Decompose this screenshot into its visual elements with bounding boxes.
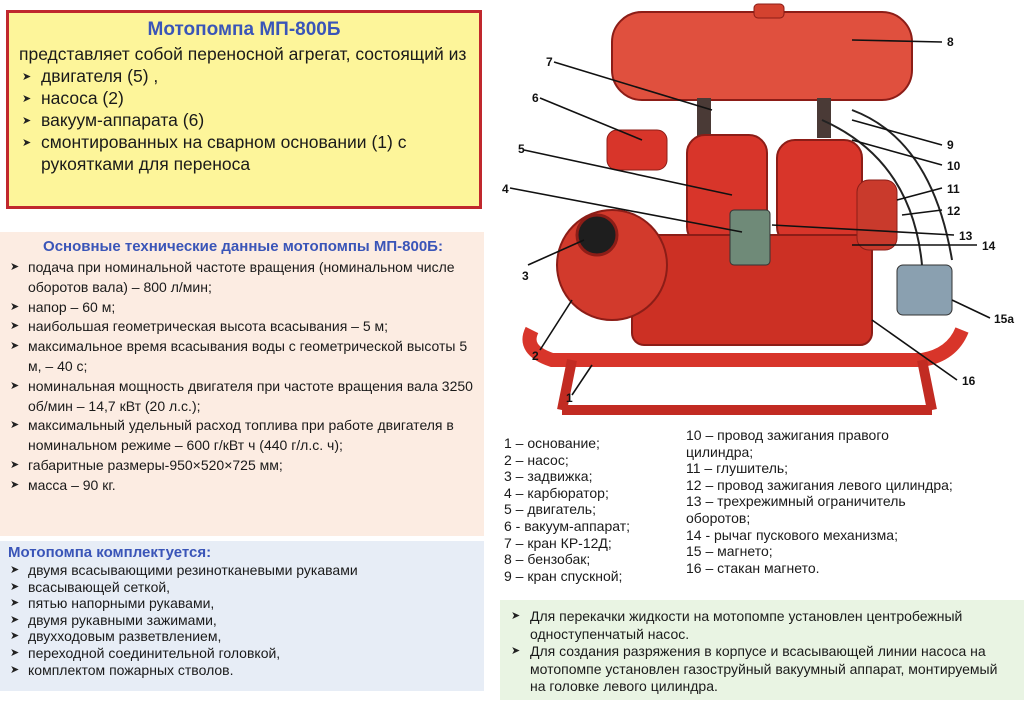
callout-label: 12 [947, 204, 961, 218]
note-item: ➤ Для перекачки жидкости на мотопомпе установлен центробежный одноступенчатый насос. [511, 608, 963, 642]
callout-label: 7 [546, 55, 553, 69]
notes-list [508, 608, 1016, 696]
callout-label: 5 [518, 142, 525, 156]
bullet-arrow-icon: ➤ [22, 137, 32, 149]
bullet-arrow-icon: ➤ [10, 300, 20, 313]
note-item: ➤ Для создания разряжения в корпусе и всасывающей линии насоса на мотопомпе установлен газоструйный вакуумный аппарат, монтируемый на головке левого цилиндра. [511, 643, 998, 694]
parts-legend [496, 425, 1024, 595]
bullet-arrow-icon: ➤ [22, 115, 32, 127]
kit-box [0, 541, 484, 691]
bullet-arrow-icon: ➤ [22, 93, 32, 105]
legend-item: 3 – задвижка; [504, 468, 593, 485]
legend-item: 1 – основание; [504, 435, 600, 451]
legend-item: 4 – карбюратор; [504, 484, 609, 501]
legend-column-left [504, 435, 674, 584]
callout-label: 16 [962, 374, 976, 388]
legend-item: 16 – стакан магнето. [686, 559, 820, 576]
legend-item: 9 – кран спускной; [504, 567, 623, 584]
bullet-arrow-icon: ➤ [22, 71, 32, 83]
intro-item: ➤ двигателя (5) , [22, 66, 159, 86]
magneto [897, 265, 952, 315]
legend-item: оборотов; [686, 509, 751, 526]
kit-list [8, 562, 478, 678]
bullet-arrow-icon: ➤ [10, 458, 20, 471]
tank-post [817, 98, 831, 138]
bullet-arrow-icon: ➤ [10, 320, 20, 333]
bullet-arrow-icon: ➤ [10, 597, 20, 610]
bullet-arrow-icon: ➤ [10, 340, 20, 353]
bullet-arrow-icon: ➤ [10, 261, 20, 273]
intro-box [6, 10, 482, 209]
legend-item: 5 – двигатель; [504, 501, 596, 518]
callout-label: 8 [947, 35, 954, 49]
bullet-arrow-icon: ➤ [10, 564, 20, 576]
callout-label: 1 [566, 391, 573, 405]
spec-item: ➤ масса – 90 кг. [8, 476, 478, 496]
callout-label: 10 [947, 159, 961, 173]
kit-item: ➤ переходной соединительной головкой, [10, 644, 281, 661]
kit-title: Мотопомпа комплектуется: [8, 544, 212, 561]
bullet-arrow-icon: ➤ [10, 478, 20, 491]
legend-item: 14 - рычаг пускового механизма; [686, 526, 898, 543]
intro-item: ➤ насоса (2) [22, 88, 124, 108]
fuel-cap [754, 4, 784, 18]
legend-item: 10 – провод зажигания правого [686, 427, 889, 443]
bullet-arrow-icon: ➤ [10, 379, 20, 392]
specs-list [8, 258, 478, 496]
callout-label: 11 [947, 182, 960, 196]
kit-item: ➤ двумя рукавными зажимами, [10, 611, 217, 628]
specs-title: Основные технические данные мотопомпы МП-800Б: [43, 238, 443, 255]
intro-item: ➤ смонтированных на сварном основании (1) с рукоятками для переноса [22, 132, 407, 174]
callout-label: 9 [947, 138, 954, 152]
fuel-tank [612, 12, 912, 100]
bullet-arrow-icon: ➤ [10, 630, 20, 643]
callout-label: 14 [982, 239, 996, 253]
spec-item: ➤ напор – 60 м; [8, 298, 478, 318]
legend-item: 15 – магнето; [686, 543, 773, 560]
intro-text: представляет собой переносной агрегат, состоящий из [19, 44, 467, 64]
pump-inlet [577, 215, 617, 255]
legend-item: 6 - вакуум-аппарат; [504, 517, 631, 534]
spec-item: ➤ максимальное время всасывания воды с геометрической высоты 5 м, – 40 с; [10, 338, 468, 374]
legend-item: 13 – трехрежимный ограничитель [686, 493, 906, 510]
kit-item: ➤ двумя всасывающими резинотканевыми рукавами [10, 562, 358, 578]
legend-item: 11 – глушитель; [686, 460, 789, 477]
legend-item: 12 – провод зажигания левого цилиндра; [686, 476, 953, 493]
kit-item: ➤ пятью напорными рукавами, [10, 595, 215, 612]
kit-item: ➤ комплектом пожарных стволов. [10, 661, 234, 678]
intro-list [19, 65, 469, 175]
callout-label: 2 [532, 349, 539, 363]
tank-post [697, 98, 711, 138]
base-frame-lower [562, 360, 932, 410]
legend-item: 8 – бензобак; [504, 551, 591, 568]
muffler [857, 180, 897, 250]
spec-item: ➤ номинальная мощность двигателя при частоте вращения вала 3250 об/мин – 14,7 кВт (20 л.с.); [10, 377, 473, 414]
spec-item: ➤ максимальный удельный расход топлива при работе двигателя в номинальном режиме – 600 г/кВт ч (440 г/л.с. ч); [10, 417, 454, 454]
spec-item: ➤ габаритные размеры-950×520×725 мм; [8, 456, 478, 476]
intro-title: Мотопомпа МП-800Б [147, 19, 341, 40]
callout-label: 6 [532, 91, 539, 105]
bullet-arrow-icon: ➤ [511, 610, 521, 622]
legend-item: цилиндра; [686, 443, 754, 460]
notes-box [500, 600, 1024, 700]
callout-label: 4 [502, 182, 509, 196]
bullet-arrow-icon: ➤ [10, 580, 20, 593]
bullet-arrow-icon: ➤ [10, 646, 20, 659]
spec-item: ➤ подача при номинальной частоте вращения (номинальном числе оборотов вала) – 800 л/мин; [10, 259, 455, 295]
kit-item: ➤ двухходовым разветвлением, [10, 628, 222, 645]
vacuum-apparatus [607, 130, 667, 170]
callout-label: 3 [522, 269, 529, 283]
motopump-illustration [492, 0, 1024, 425]
spec-item: ➤ наибольшая геометрическая высота всасывания – 5 м; [8, 317, 478, 337]
bullet-arrow-icon: ➤ [511, 645, 521, 657]
callout-label: 13 [959, 229, 973, 243]
specs-box [0, 232, 484, 536]
carburetor [730, 210, 770, 265]
bullet-arrow-icon: ➤ [10, 419, 20, 432]
legend-item: 7 – кран КР-12Д; [504, 534, 612, 551]
callout-label: 15а [994, 312, 1015, 326]
legend-item: 2 – насос; [504, 451, 569, 468]
legend-column-right [686, 427, 1021, 576]
bullet-arrow-icon: ➤ [10, 613, 20, 626]
bullet-arrow-icon: ➤ [10, 663, 20, 676]
intro-item: ➤ вакуум-аппарата (6) [22, 110, 205, 130]
kit-item: ➤ всасывающей сеткой, [10, 578, 171, 595]
